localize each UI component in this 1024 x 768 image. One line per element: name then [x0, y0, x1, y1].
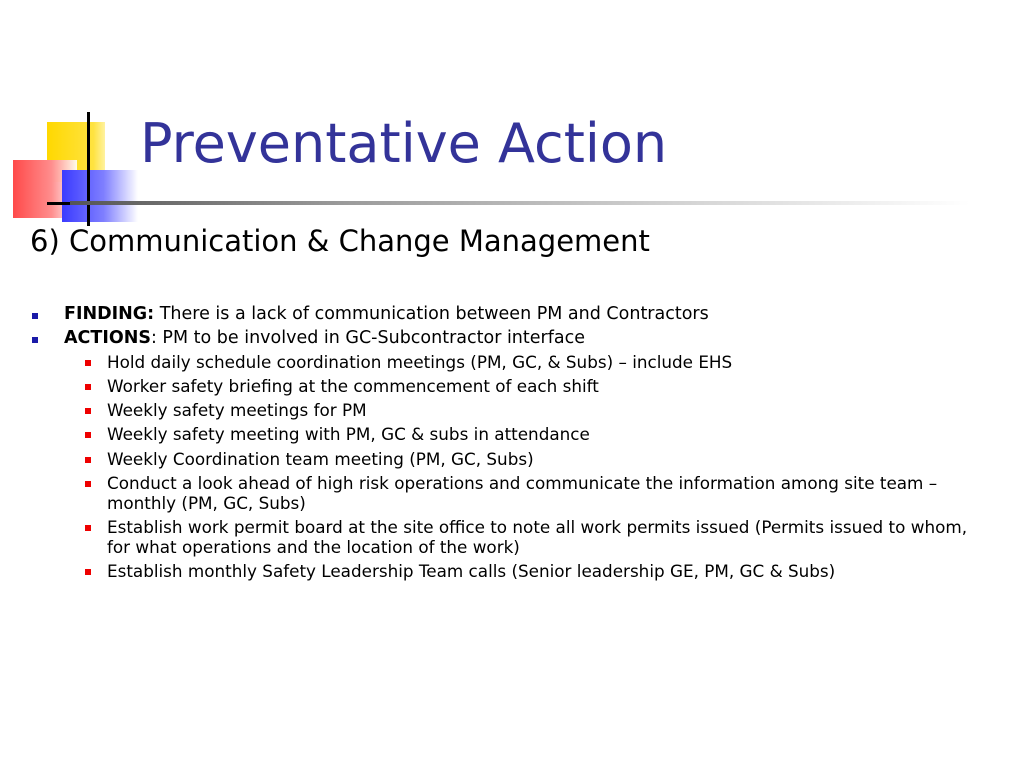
finding-item: [28, 304, 988, 325]
actions-text: : PM to be involved in GC-Subcontractor interface: [150, 328, 585, 348]
title-divider: [70, 201, 970, 205]
square-bullet-icon: [85, 360, 91, 366]
action-text: Conduct a look ahead of high risk operations and communicate the information among site team – monthly (PM, GC, Subs): [107, 472, 938, 513]
square-bullet-icon: [32, 337, 38, 343]
square-bullet-icon: [85, 432, 91, 438]
square-bullet-icon: [85, 408, 91, 414]
action-text: Establish work permit board at the site office to note all work permits issued (Permits issued to whom, for what operations and the location of the work): [107, 517, 968, 558]
slide-title: Preventative Action: [140, 112, 668, 175]
action-text: Weekly safety meetings for PM: [107, 400, 367, 421]
square-bullet-icon: [85, 457, 91, 463]
action-text: Worker safety briefing at the commencement of each shift: [107, 376, 599, 397]
actions-item: [28, 328, 988, 349]
action-text: Weekly safety meeting with PM, GC & subs in attendance: [107, 424, 590, 445]
square-bullet-icon: [85, 525, 91, 531]
action-list-item: [28, 517, 988, 557]
blue-square-decoration: [62, 170, 138, 222]
action-list-item: [28, 424, 988, 444]
action-list-item: [28, 473, 988, 513]
slide-content: [28, 304, 988, 586]
square-bullet-icon: [85, 481, 91, 487]
square-bullet-icon: [32, 313, 38, 319]
square-bullet-icon: [85, 569, 91, 575]
action-text: Establish monthly Safety Leadership Team calls (Senior leadership GE, PM, GC & Subs): [107, 561, 836, 582]
action-list-item: [28, 376, 988, 396]
finding-text: There is a lack of communication between PM and Contractors: [154, 304, 709, 324]
finding-label: FINDING:: [64, 304, 155, 324]
square-bullet-icon: [85, 384, 91, 390]
slide-subtitle: 6) Communication & Change Management: [30, 224, 650, 258]
actions-label: ACTIONS: [64, 328, 151, 348]
vertical-line-decoration: [87, 112, 90, 226]
action-text: Weekly Coordination team meeting (PM, GC, Subs): [107, 448, 534, 469]
actions-sublist: [28, 352, 988, 582]
action-list-item: [28, 449, 988, 469]
action-list-item: [28, 400, 988, 420]
action-list-item: [28, 352, 988, 372]
action-text: Hold daily schedule coordination meetings (PM, GC, & Subs) – include EHS: [107, 352, 733, 372]
action-list-item: [28, 561, 988, 581]
